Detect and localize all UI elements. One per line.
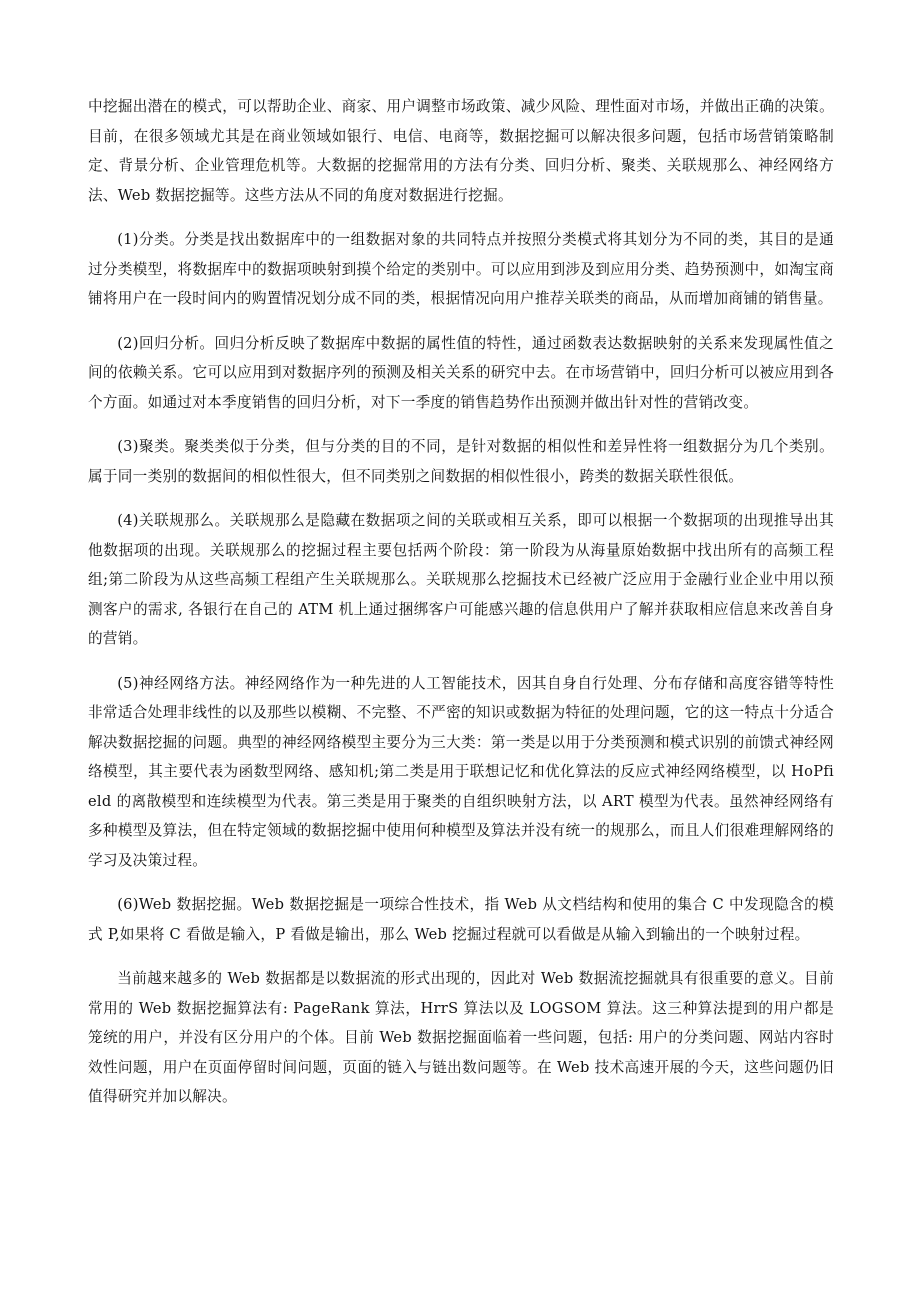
paragraph-regression-analysis: (2)回归分析。回归分析反映了数据库中数据的属性值的特性，通过函数表达数据映射的关系来发现属性值之间的依赖关系。它可以应用到对数据序列的预测及相关关系的研究中去。在市场营销中，回归分析可以被应用到各个方面。如通过对本季度销售的回归分析，对下一季度的销售趋势作出预测并做出针对性的营销改变。 bbox=[88, 334, 834, 411]
paragraph-intro-continued: 中挖掘出潜在的模式，可以帮助企业、商家、用户调整市场政策、减少风险、理性面对市场，并做出正确的决策。目前，在很多领域尤其是在商业领域如银行、电信、电商等，数据挖掘可以解决很多问题，包括市场营销策略制定、背景分析、企业管理危机等。大数据的挖掘常用的方法有分类、回归分析、聚类、关联规那么、神经网络方法、Web 数据挖掘等。这些方法从不同的角度对数据进行挖掘。 bbox=[88, 98, 834, 204]
paragraph-web-mining: (6)Web 数据挖掘。Web 数据挖掘是一项综合性技术，指 Web 从文档结构和使用的集合 C 中发现隐含的模式 P,如果将 C 看做是输入，P 看做是输出，那么 Web 挖掘过程就可以看做是从输入到输出的一个映射过程。 bbox=[88, 896, 834, 943]
document-body bbox=[88, 92, 834, 1112]
paragraph-neural-network: (5)神经网络方法。神经网络作为一种先进的人工智能技术，因其自身自行处理、分布存储和高度容错等特性非常适合处理非线性的以及那些以模糊、不完整、不严密的知识或数据为特征的处理问题，它的这一特点十分适合解决数据挖掘的问题。典型的神经网络模型主要分为三大类：第一类是以用于分类预测和模式识别的前馈式神经网络模型，其主要代表为函数型网络、感知机;第二类是用于联想记忆和优化算法的反应式神经网络模型，以 HoPfield 的离散模型和连续模型为代表。第三类是用于聚类的自组织映射方法，以 ART 模型为代表。虽然神经网络有多种模型及算法，但在特定领域的数据挖掘中使用何种模型及算法并没有统一的规那么，而且人们很难理解网络的学习及决策过程。 bbox=[88, 674, 834, 869]
paragraph-clustering: (3)聚类。聚类类似于分类，但与分类的目的不同，是针对数据的相似性和差异性将一组数据分为几个类别。属于同一类别的数据间的相似性很大，但不同类别之间数据的相似性很小，跨类的数据关联性很低。 bbox=[88, 438, 834, 485]
paragraph-web-stream-mining: 当前越来越多的 Web 数据都是以数据流的形式出现的，因此对 Web 数据流挖掘就具有很重要的意义。目前常用的 Web 数据挖掘算法有: PageRank 算法，HrrS 算法以及 LOGSOM 算法。这三种算法提到的用户都是笼统的用户，并没有区分用户的个体。目前 Web 数据挖掘面临着一些问题，包括: 用户的分类问题、网站内容时效性问题，用户在页面停留时间问题，页面的链入与链出数问题等。在 Web 技术高速开展的今天，这些问题仍旧值得研究并加以解决。 bbox=[88, 970, 834, 1105]
paragraph-association-rules: (4)关联规那么。关联规那么是隐藏在数据项之间的关联或相互关系，即可以根据一个数据项的出现推导出其他数据项的出现。关联规那么的挖掘过程主要包括两个阶段：第一阶段为从海量原始数据中找出所有的高频工程组;第二阶段为从这些高频工程组产生关联规那么。关联规那么挖掘技术已经被广泛应用于金融行业企业中用以预测客户的需求, 各银行在自己的 ATM 机上通过捆绑客户可能感兴趣的信息供用户了解并获取相应信息来改善自身的营销。 bbox=[88, 512, 834, 647]
paragraph-classification: (1)分类。分类是找出数据库中的一组数据对象的共同特点并按照分类模式将其划分为不同的类，其目的是通过分类模型，将数据库中的数据项映射到摸个给定的类别中。可以应用到涉及到应用分类、趋势预测中，如淘宝商铺将用户在一段时间内的购置情况划分成不同的类，根据情况向用户推荐关联类的商品，从而增加商铺的销售量。 bbox=[88, 231, 834, 307]
